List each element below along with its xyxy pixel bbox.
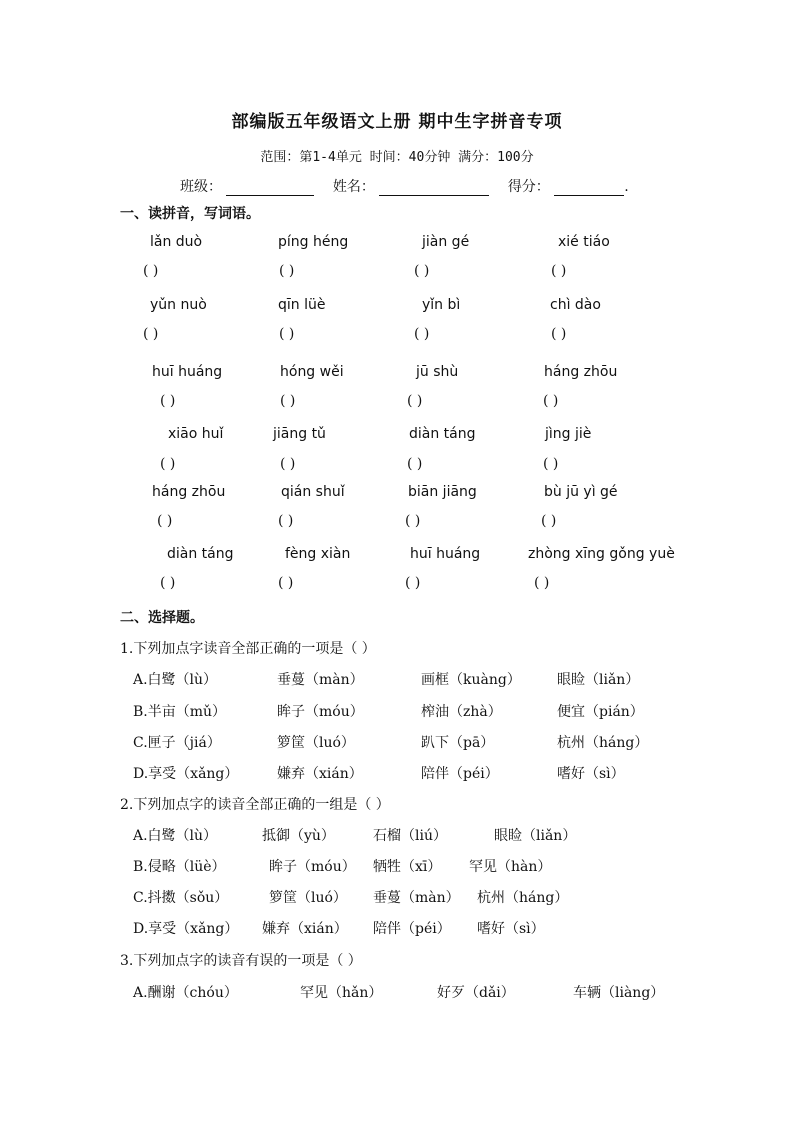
page-title: 部编版五年级语文上册 期中生字拼音专项	[231, 112, 563, 132]
answer-blank[interactable]: ( )	[143, 326, 159, 342]
pinyin-19: biān jiāng	[408, 484, 477, 500]
q2-option-c-1: C.抖擞（sǒu）	[133, 890, 229, 906]
q2-option-a-3: 石榴（liú）	[373, 828, 447, 844]
question-1-stem: 1.下列加点字读音全部正确的一项是（ ）	[120, 641, 376, 657]
pinyin-2: píng héng	[278, 234, 349, 250]
answer-blank[interactable]: ( )	[143, 263, 159, 279]
q1-option-c-1: C.匣子（jiá）	[133, 735, 221, 751]
q1-option-d-2: 嫌弃（xián）	[277, 766, 363, 782]
q3-option-a-4: 车辆（liàng）	[573, 985, 665, 1001]
q2-option-c-4: 杭州（háng）	[477, 890, 569, 906]
pinyin-6: qīn lüè	[278, 297, 326, 313]
q1-option-a-4: 眼睑（liǎn）	[557, 672, 640, 688]
q3-option-a-3: 好歹（dǎi）	[437, 985, 515, 1001]
pinyin-17: háng zhōu	[152, 484, 226, 500]
q2-option-a-4: 眼睑（liǎn）	[494, 828, 577, 844]
pinyin-14: jiāng tǔ	[273, 426, 326, 442]
answer-blank-wide[interactable]: ( )	[541, 513, 557, 529]
pinyin-23: huī huáng	[410, 546, 481, 562]
answer-blank[interactable]: ( )	[160, 393, 176, 409]
pinyin-12: háng zhōu	[544, 364, 618, 380]
pinyin-20: bù jū yì gé	[544, 484, 618, 500]
score-label: 得分：	[507, 179, 550, 195]
answer-blank[interactable]: ( )	[543, 456, 559, 472]
answer-blank[interactable]: ( )	[407, 456, 423, 472]
answer-blank[interactable]: ( )	[414, 326, 430, 342]
q2-option-b-3: 牺牲（xī）	[373, 859, 442, 875]
name-label: 姓名：	[332, 179, 375, 195]
q2-option-b-1: B.侵略（lüè）	[133, 859, 226, 875]
q3-option-a-1: A.酬谢（chóu）	[133, 985, 238, 1001]
question-2-stem: 2.下列加点字的读音全部正确的一组是（ ）	[120, 797, 390, 813]
q1-option-b-4: 便宜（pián）	[557, 704, 644, 720]
pinyin-16: jìng jiè	[545, 426, 592, 442]
q2-option-d-3: 陪伴（péi）	[373, 921, 451, 937]
answer-blank[interactable]: ( )	[157, 513, 173, 529]
exam-meta: 范围：第1-4单元 时间：40分钟 满分：100分	[260, 150, 534, 165]
answer-blank[interactable]: ( )	[407, 393, 423, 409]
section1-heading: 一、读拼音，写词语。	[120, 206, 260, 222]
q1-option-b-3: 榨油（zhà）	[421, 704, 502, 720]
answer-blank[interactable]: ( )	[405, 513, 421, 529]
q1-option-c-4: 杭州（háng）	[557, 735, 649, 751]
q2-option-a-2: 抵御（yù）	[262, 828, 335, 844]
answer-blank[interactable]: ( )	[160, 456, 176, 472]
q2-option-c-3: 垂蔓（màn）	[373, 890, 460, 906]
pinyin-3: jiàn gé	[422, 234, 470, 250]
pinyin-11: jū shù	[416, 364, 459, 380]
q1-option-a-2: 垂蔓（màn）	[277, 672, 364, 688]
pinyin-9: huī huáng	[152, 364, 223, 380]
q2-option-d-2: 嫌弃（xián）	[262, 921, 348, 937]
q2-option-d-1: D.享受（xǎng）	[133, 921, 239, 937]
pinyin-4: xié tiáo	[558, 234, 610, 250]
pinyin-18: qián shuǐ	[281, 484, 345, 500]
answer-blank[interactable]: ( )	[405, 575, 421, 591]
q1-option-a-3: 画框（kuàng）	[421, 672, 521, 688]
q1-option-b-1: B.半亩（mǔ）	[133, 704, 227, 720]
q1-option-c-2: 箩筐（luó）	[277, 735, 355, 751]
pinyin-7: yǐn bì	[422, 297, 461, 313]
pinyin-1: lǎn duò	[150, 234, 203, 250]
score-field[interactable]	[554, 181, 624, 196]
answer-blank[interactable]: ( )	[551, 326, 567, 342]
pinyin-24: zhòng xīng gǒng yuè	[528, 546, 675, 562]
name-field[interactable]	[379, 181, 489, 196]
answer-blank[interactable]: ( )	[279, 326, 295, 342]
answer-blank-wide[interactable]: ( )	[534, 575, 550, 591]
q1-option-b-2: 眸子（móu）	[277, 704, 364, 720]
q1-option-d-3: 陪伴（péi）	[421, 766, 499, 782]
q1-option-c-3: 趴下（pā）	[421, 735, 495, 751]
pinyin-10: hóng wěi	[280, 364, 344, 380]
q2-option-c-2: 箩筐（luó）	[269, 890, 347, 906]
q1-option-a-1: A.白鹭（lù）	[133, 672, 218, 688]
q2-option-b-4: 罕见（hàn）	[469, 859, 552, 875]
section2-heading: 二、选择题。	[120, 610, 204, 626]
student-info	[180, 176, 629, 196]
pinyin-15: diàn táng	[409, 426, 476, 442]
class-field[interactable]	[226, 181, 314, 196]
pinyin-21: diàn táng	[167, 546, 234, 562]
end-mark: .	[624, 179, 629, 195]
pinyin-8: chì dào	[550, 297, 601, 313]
answer-blank[interactable]: ( )	[414, 263, 430, 279]
q1-option-d-4: 嗜好（sì）	[557, 766, 625, 782]
class-label: 班级：	[180, 179, 222, 195]
answer-blank[interactable]: ( )	[278, 513, 294, 529]
pinyin-22: fèng xiàn	[285, 546, 351, 562]
q2-option-a-1: A.白鹭（lù）	[133, 828, 218, 844]
answer-blank[interactable]: ( )	[160, 575, 176, 591]
answer-blank[interactable]: ( )	[279, 263, 295, 279]
pinyin-5: yǔn nuò	[150, 297, 207, 313]
answer-blank[interactable]: ( )	[278, 575, 294, 591]
answer-blank[interactable]: ( )	[280, 456, 296, 472]
answer-blank[interactable]: ( )	[280, 393, 296, 409]
question-3-stem: 3.下列加点字的读音有误的一项是（ ）	[120, 953, 362, 969]
q1-option-d-1: D.享受（xǎng）	[133, 766, 239, 782]
answer-blank[interactable]: ( )	[543, 393, 559, 409]
q3-option-a-2: 罕见（hǎn）	[300, 985, 383, 1001]
q2-option-d-4: 嗜好（sì）	[477, 921, 545, 937]
q2-option-b-2: 眸子（móu）	[269, 859, 356, 875]
pinyin-13: xiāo huǐ	[168, 426, 224, 442]
answer-blank[interactable]: ( )	[551, 263, 567, 279]
